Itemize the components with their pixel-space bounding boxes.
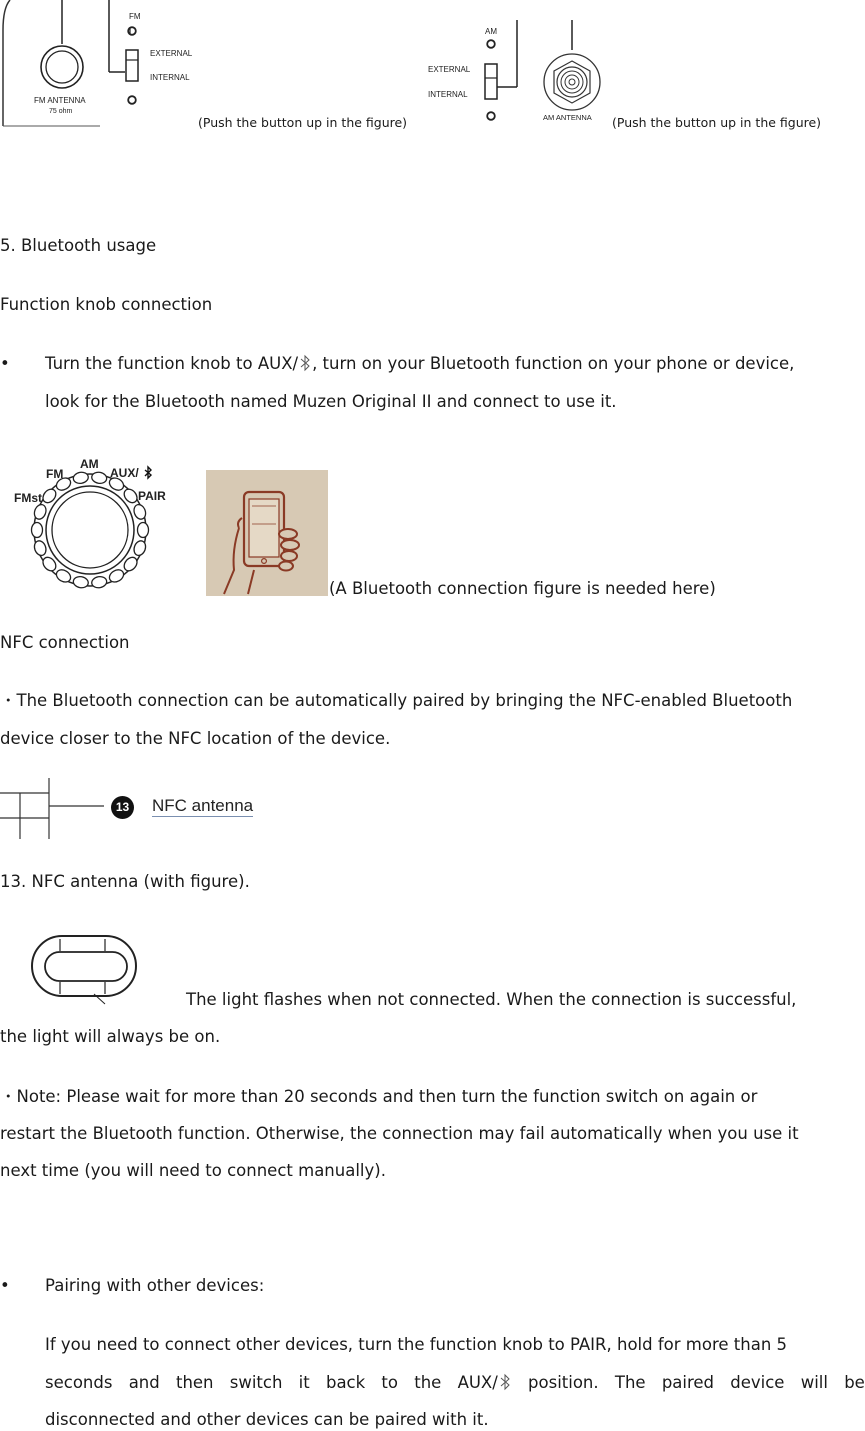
note-line2: restart the Bluetooth function. Otherwise, the connection may fail automatically when you use it bbox=[0, 1124, 799, 1143]
pair-line2-word: switch bbox=[229, 1373, 283, 1392]
knob-grip-bump bbox=[138, 523, 149, 538]
nfc-caption: 13. NFC antenna (with figure). bbox=[0, 872, 250, 891]
knob-heading: Function knob connection bbox=[0, 295, 213, 314]
bluetooth-icon bbox=[298, 354, 312, 372]
nfc-heading: NFC connection bbox=[0, 633, 130, 652]
pair-line2-word: be bbox=[844, 1373, 865, 1392]
pair-line2-word: the bbox=[414, 1373, 442, 1392]
am-external-label: EXTERNAL bbox=[428, 65, 471, 74]
knob-label-am: AM bbox=[80, 457, 99, 471]
bullet1-text-pre: Turn the function knob to AUX/ bbox=[45, 354, 299, 373]
pair-line2-word: to bbox=[381, 1373, 398, 1392]
pair-line3: disconnected and other devices can be paired with it. bbox=[45, 1410, 489, 1429]
pair-line2-word: position. bbox=[528, 1373, 599, 1392]
fm-switch-label: FM bbox=[129, 12, 141, 21]
knob-grip-bump bbox=[32, 523, 43, 538]
fm-internal-label: INTERNAL bbox=[150, 73, 190, 82]
bullet1-line2: look for the Bluetooth named Muzen Original II and connect to use it. bbox=[45, 392, 617, 411]
knob-bluetooth-icon bbox=[143, 466, 153, 480]
fm-impedance-label: 75 ohm bbox=[49, 108, 73, 115]
pair-bullet: Pairing with other devices: bbox=[45, 1276, 265, 1295]
am-switch-label: AM bbox=[485, 27, 497, 36]
pair-line2-word: seconds bbox=[45, 1373, 113, 1392]
pair-line2-word: and bbox=[128, 1373, 160, 1392]
nfc-line2: device closer to the NFC location of the device. bbox=[0, 729, 391, 748]
pair-line2-word: will bbox=[800, 1373, 828, 1392]
fm-external-label: EXTERNAL bbox=[150, 49, 193, 58]
knob-label-aux: AUX/ bbox=[110, 466, 139, 480]
bluetooth-icon bbox=[498, 1373, 512, 1391]
pair-line2-word: it bbox=[298, 1373, 310, 1392]
knob-label-fmst: FMst bbox=[14, 491, 42, 505]
bullet-mark: • bbox=[0, 354, 10, 373]
nfc-callout-number: 13 bbox=[111, 796, 134, 819]
pair-line2-word: paired bbox=[661, 1373, 715, 1392]
pair-line2-word: then bbox=[175, 1373, 214, 1392]
note-line3: next time (you will need to connect manually). bbox=[0, 1161, 386, 1180]
light-line1: The light flashes when not connected. When the connection is successful, bbox=[186, 990, 797, 1009]
section-heading: 5. Bluetooth usage bbox=[0, 236, 157, 255]
bullet1-line1 bbox=[45, 354, 865, 374]
am-caption: (Push the button up in the figure) bbox=[612, 115, 822, 130]
nfc-line1: ・The Bluetooth connection can be automatically paired by bringing the NFC-enabled Bluetooth bbox=[0, 691, 793, 710]
light-line2: the light will always be on. bbox=[0, 1027, 221, 1046]
pair-line2 bbox=[45, 1373, 865, 1393]
indicator-light-icon bbox=[30, 934, 140, 1004]
nfc-callout-label: NFC antenna bbox=[152, 796, 254, 815]
function-knob-drawing bbox=[0, 438, 205, 595]
pair-line2-word: The bbox=[614, 1373, 646, 1392]
knob-label-pair: PAIR bbox=[138, 489, 166, 503]
pair-bullet-mark: • bbox=[0, 1276, 10, 1295]
bt-figure-caption: (A Bluetooth connection figure is needed here) bbox=[329, 579, 716, 598]
fm-antenna-label: FM ANTENNA bbox=[34, 96, 86, 105]
pair-line2-word: AUX/ bbox=[458, 1373, 512, 1393]
pair-line2-word: back bbox=[325, 1373, 366, 1392]
pair-line2-word: device bbox=[730, 1373, 785, 1392]
fm-antenna-drawing bbox=[0, 0, 210, 132]
pair-line1: If you need to connect other devices, turn the function knob to PAIR, hold for more than 5 bbox=[45, 1335, 788, 1354]
note-line1: ・Note: Please wait for more than 20 seconds and then turn the function switch on again or bbox=[0, 1087, 758, 1106]
am-antenna-label: AM ANTENNA bbox=[543, 113, 592, 122]
fm-caption: (Push the button up in the figure) bbox=[198, 115, 408, 130]
nfc-device-drawing bbox=[0, 775, 115, 841]
bullet1-text-post: , turn on your Bluetooth function on your phone or device, bbox=[312, 354, 795, 373]
knob-label-fm: FM bbox=[46, 467, 64, 481]
hand-phone-icon bbox=[206, 470, 328, 596]
am-internal-label: INTERNAL bbox=[428, 90, 468, 99]
